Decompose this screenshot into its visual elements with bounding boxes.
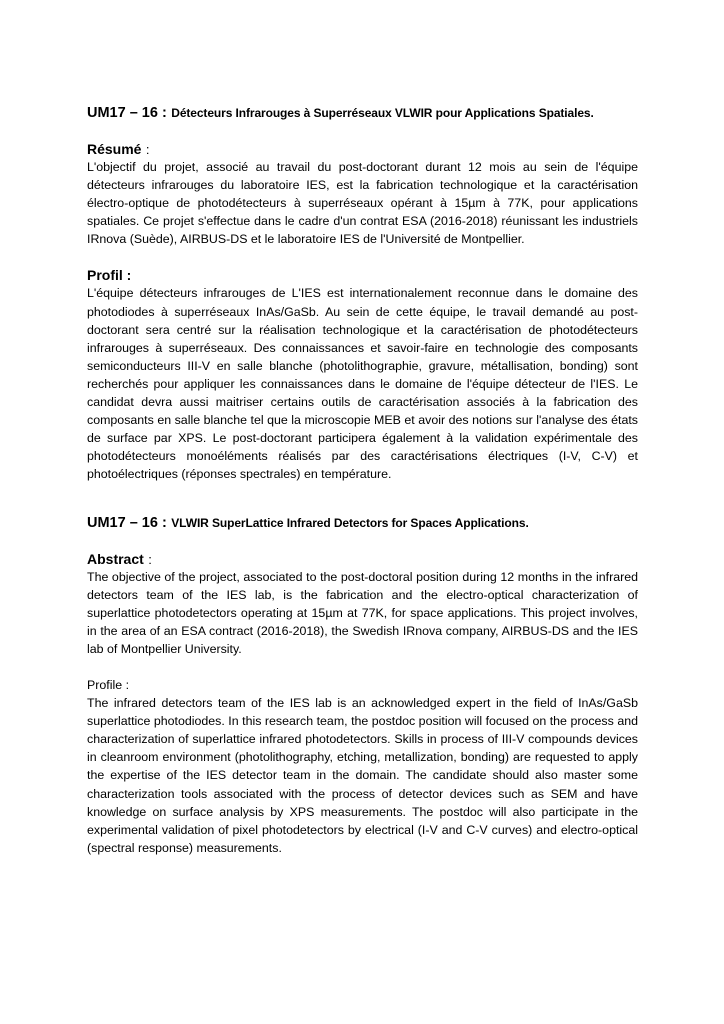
- french-heading: [87, 104, 638, 122]
- abstract-colon: :: [148, 551, 152, 567]
- resume-colon: :: [145, 142, 150, 157]
- abstract-heading: [87, 550, 638, 568]
- resume-heading: [87, 140, 638, 158]
- abstract-label: Abstract: [87, 550, 144, 567]
- profil-heading: [87, 266, 638, 284]
- profil-label: Profil :: [87, 267, 132, 284]
- project-code-en: UM17 – 16 :: [87, 514, 167, 531]
- english-project-title: VLWIR SuperLattice Infrared Detectors for Spaces Applications.: [171, 515, 529, 530]
- abstract-paragraph: The objective of the project, associated to the post-doctoral position during 12 months in the infrared detectors team of the IES lab, is the fabrication and the electro-optical characterization of superlattice photodetectors operating at 15µm at 77K, for space applications. This project involves, in the area of an ESA contract (2016-2018), the Swedish IRnova company, AIRBUS-DS and the IES lab of Montpellier University.: [87, 569, 638, 656]
- document-page: [87, 104, 638, 857]
- english-heading: [87, 514, 638, 532]
- profil-paragraph: L'équipe détecteurs infrarouges de L'IES est internationalement reconnue dans le domaine des photodiodes à superréseaux InAs/GaSb. Au sein de cette équipe, le travail demandé au post-doctorant sera centré sur la réalisation technologique et la caractérisation de photodétecteurs infrarouges à superréseaux. Des connaissances et savoir-faire en technologie des composants semiconducteurs III-V en salle blanche (photolithographie, gravure, métallisation, bonding) sont recherchés pour appliquer les connaissances dans le domaine de l'équipe détecteur de l'IES. Le candidat devra aussi maitriser certains outils de caractérisation associés à la fabrication des composants en salle blanche tel que la microscopie MEB et avoir des notions sur l'analyse des états de surface par XPS. Le post-doctorant participera également à la validation expérimentale des photodétecteurs monoéléments réalisés par des caractérisations électriques (I-V, C-V) et photoélectriques (réponses spectrales) en température.: [87, 286, 638, 482]
- resume-label: Résumé: [87, 141, 142, 157]
- profile-label: Profile :: [87, 677, 130, 692]
- project-code: UM17 – 16 :: [87, 105, 167, 121]
- resume-paragraph: L'objectif du projet, associé au travail du post-doctorant durant 12 mois au sein de l'équipe détecteurs infrarouges du laboratoire IES, est la fabrication technologique et la caractérisation électro-optique de photodétecteurs à superréseaux opérant à 15µm à 77K, pour applications spatiales. Ce projet s'effectue dans le cadre d'un contrat ESA (2016-2018) réunissant les industriels IRnova (Suède), AIRBUS-DS et le laboratoire IES de l'Université de Montpellier.: [87, 160, 638, 247]
- profile-paragraph: The infrared detectors team of the IES lab is an acknowledged expert in the field of InAs/GaSb superlattice photodiodes. In this research team, the postdoc position will focused on the process and characterization of superlattice infrared photodetectors. Skills in process of III-V compounds devices in cleanroom environment (photolithography, etching, metallization, bonding) are requested to apply the expertise of the IES detector team in the domain. The candidate should also master some characterization tools associated with the process of detector devices such as SEM and have knowledge on surface analysis by XPS measurements. The postdoc will also participate in the experimental validation of pixel photodetectors by electrical (I-V and C-V curves) and electro-optical (spectral response) measurements.: [87, 696, 638, 855]
- french-project-title: Détecteurs Infrarouges à Superréseaux VLWIR pour Applications Spatiales.: [171, 106, 594, 120]
